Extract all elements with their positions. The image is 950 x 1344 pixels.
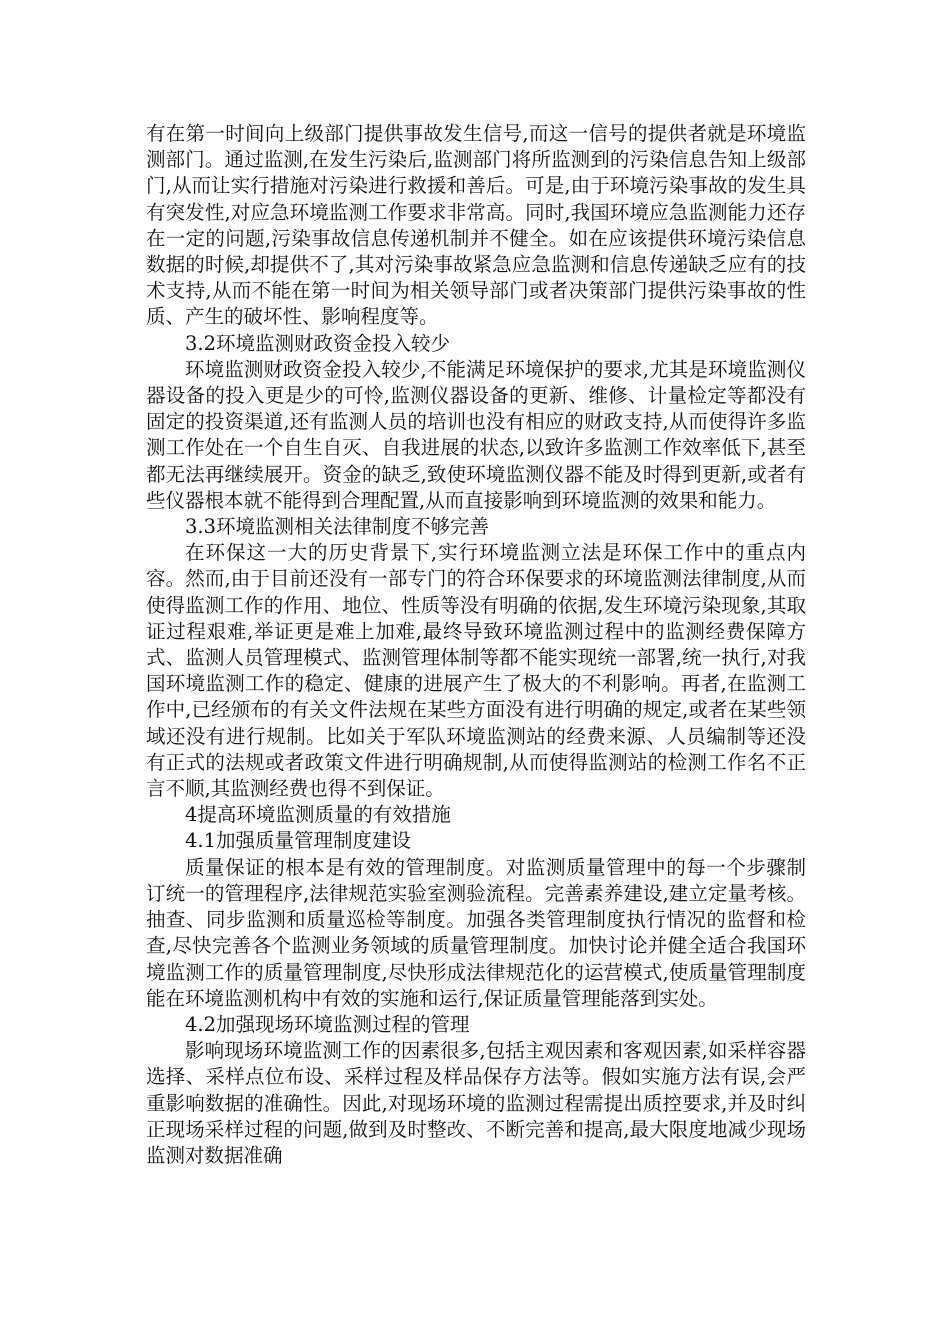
body-paragraph-2: 环境监测财政资金投入较少,不能满足环境保护的要求,尤其是环境监测仪器设备的投入更是少的可怜,监测仪器设备的更新、维修、计量检定等都没有固定的投资渠道,还有监测人员的培训也没有相应的财政支持,从而使得许多监测工作处在一个自生自灭、自我进展的状态,以致许多监测工作效率低下,甚至都无法再继续展开。资金的缺乏,致使环境监测仪器不能及时得到更新,或者有些仪器根本就不能得到合理配置,从而直接影响到环境监测的效果和能力。 bbox=[146, 357, 806, 512]
section-heading-3-2: 3.2环境监测财政资金投入较少 bbox=[185, 331, 451, 355]
body-paragraph-5: 影响现场环境监测工作的因素很多,包括主观因素和客观因素,如采样容器选择、采样点位布设、采样过程及样品保存方法等。假如实施方法有误,会严重影响数据的准确性。因此,对现场环境的监测过程需提出质控要求,并及时纠正现场采样过程的问题,做到及时整改、不断完善和提高,最大限度地减少现场监测对数据准确 bbox=[146, 1039, 806, 1167]
body-paragraph-3: 在环保这一大的历史背景下,实行环境监测立法是环保工作中的重点内容。然而,由于目前还没有一部专门的符合环保要求的环境监测法律制度,从而使得监测工作的作用、地位、性质等没有明确的依据,发生环境污染现象,其取证过程艰难,举证更是难上加难,最终导致环境监测过程中的监测经费保障方式、监测人员管理模式、监测管理体制等都不能实现统一部署,统一执行,对我国环境监测工作的稳定、健康的进展产生了极大的不利影响。再者,在监测工作中,已经颁布的有关文件法规在某些方面没有进行明确的规定,或者在某些领域还没有进行规制。比如关于军队环境监测站的经费来源、人员编制等还没有正式的法规或者政策文件进行明确规制,从而使得监测站的检测工作名不正言不顺,其监测经费也得不到保证。 bbox=[146, 541, 806, 801]
section-heading-3-3: 3.3环境监测相关法律制度不够完善 bbox=[185, 515, 490, 539]
section-heading-4-1: 4.1加强质量管理制度建设 bbox=[185, 829, 412, 853]
body-paragraph-4: 质量保证的根本是有效的管理制度。对监测质量管理中的每一个步骤制订统一的管理程序,法律规范实验室测验流程。完善素养建设,建立定量考核。抽查、同步监测和质量巡检等制度。加强各类管理制度执行情况的监督和检查,尽快完善各个监测业务领域的质量管理制度。加快讨论并健全适合我国环境监测工作的质量管理制度,尽快形成法律规范化的运营模式,使质量管理制度能在环境监测机构中有效的实施和运行,保证质量管理能落到实处。 bbox=[146, 855, 806, 1010]
document-body bbox=[146, 121, 806, 1169]
section-heading-4-2: 4.2加强现场环境监测过程的管理 bbox=[185, 1012, 470, 1036]
body-paragraph-1: 有在第一时间向上级部门提供事故发生信号,而这一信号的提供者就是环境监测部门。通过监测,在发生污染后,监测部门将所监测到的污染信息告知上级部门,从而让实行措施对污染进行救援和善后。可是,由于环境污染事故的发生具有突发性,对应急环境监测工作要求非常高。同时,我国环境应急监测能力还存在一定的问题,污染事故信息传递机制并不健全。如在应该提供环境污染信息数据的时候,却提供不了,其对污染事故紧急应急监测和信息传递缺乏应有的技术支持,从而不能在第一时间为相关领导部门或者决策部门提供污染事故的性质、产生的破坏性、影响程度等。 bbox=[146, 122, 806, 329]
section-heading-4: 4提高环境监测质量的有效措施 bbox=[185, 803, 451, 827]
